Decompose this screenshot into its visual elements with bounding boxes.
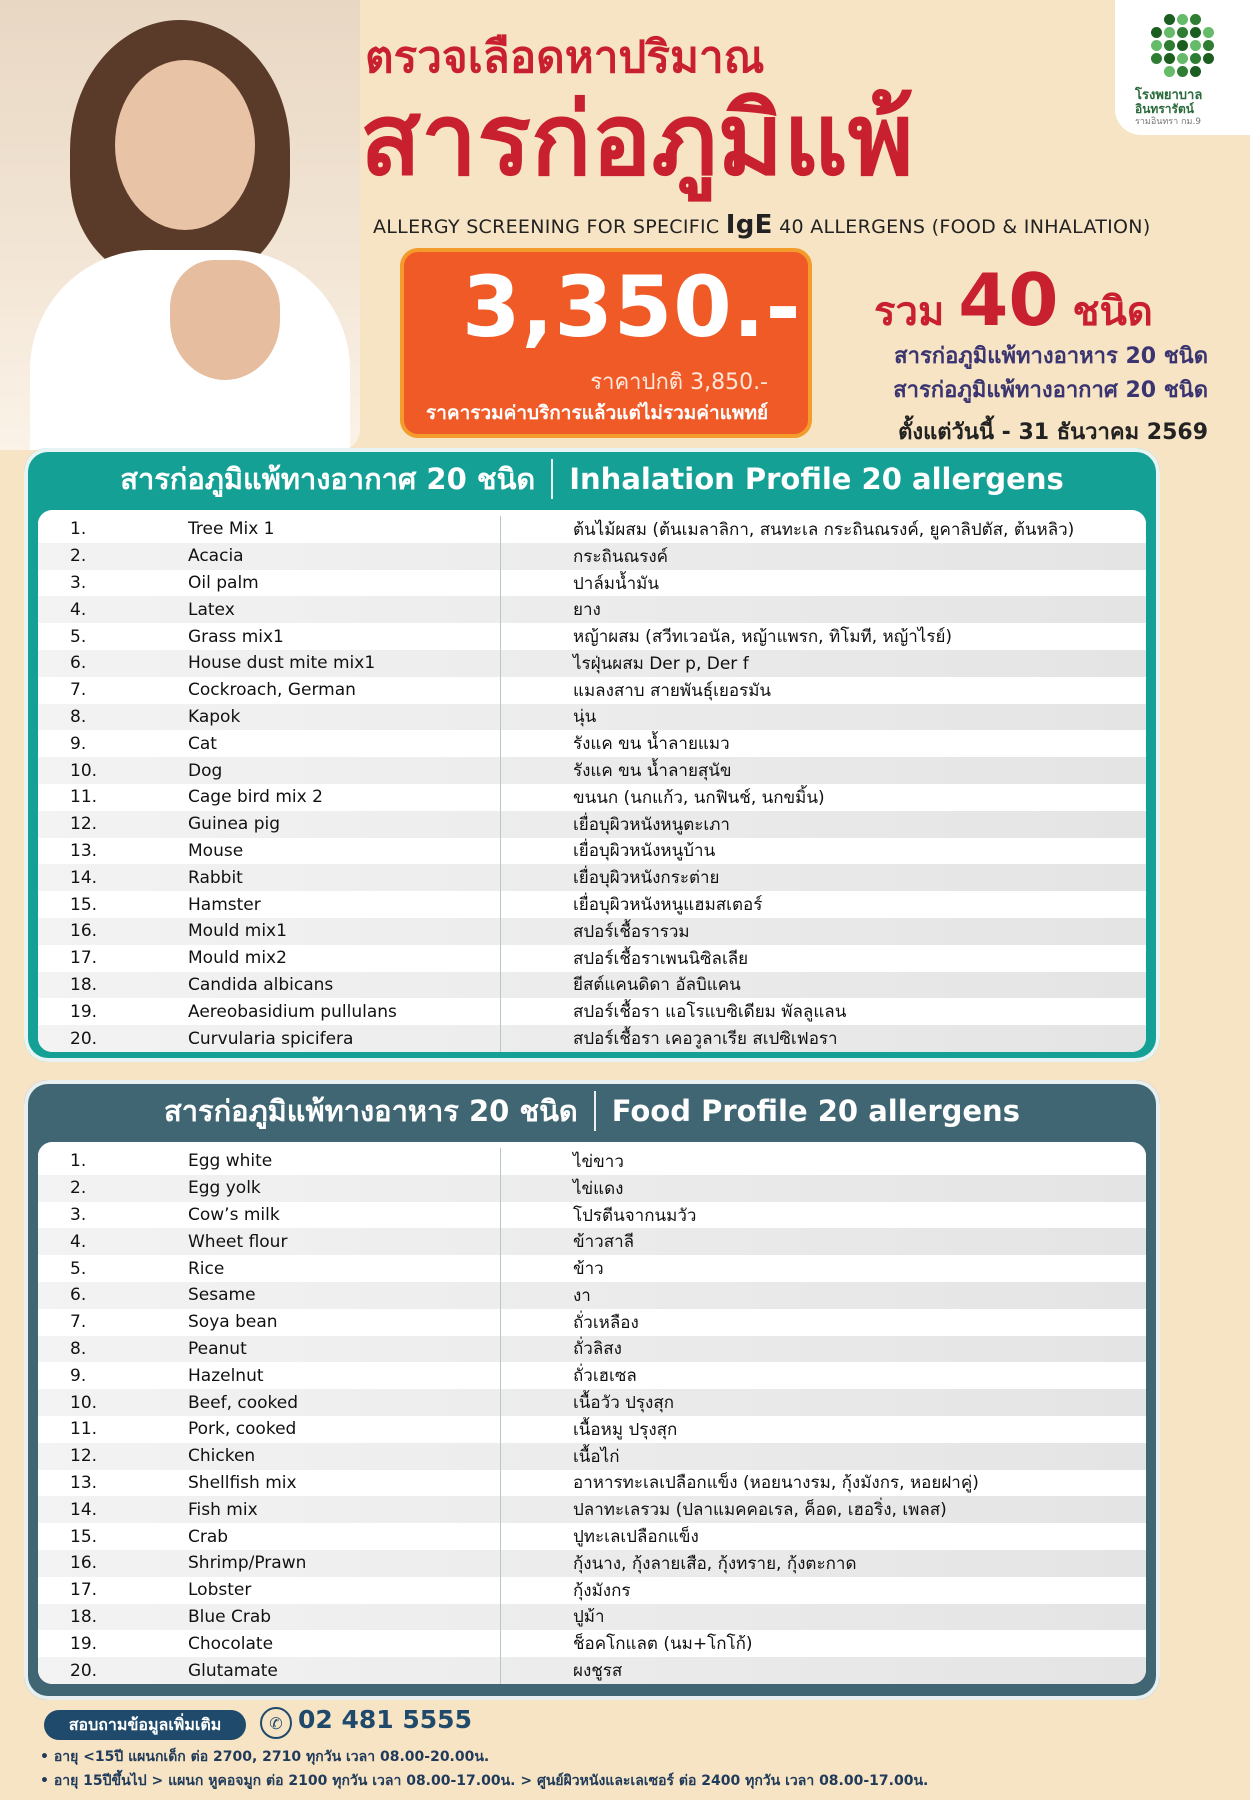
food-title-th: สารก่อภูมิแพ้ทางอาหาร 20 ชนิด	[164, 1094, 578, 1128]
table-row	[38, 1577, 1146, 1604]
row-number: 12.	[70, 814, 98, 835]
logo-dot	[1190, 40, 1201, 51]
table-row	[38, 1550, 1146, 1577]
table-row	[38, 945, 1146, 972]
table-row	[38, 784, 1146, 811]
row-allergen-en: Egg white	[118, 1148, 501, 1175]
row-number: 7.	[70, 680, 87, 701]
table-row	[38, 1389, 1146, 1416]
total-prefix: รวม	[874, 289, 959, 335]
row-allergen-th: โปรตีนจากนมวัว	[573, 1205, 697, 1226]
logo-dot	[1151, 40, 1162, 51]
row-allergen-en: Cockroach, German	[118, 677, 501, 704]
row-allergen-en: Mould mix1	[118, 918, 501, 945]
table-row	[38, 570, 1146, 597]
logo-dot	[1177, 66, 1188, 77]
inhalation-table	[38, 510, 1146, 1052]
price-regular: ราคาปกติ 3,850.-	[590, 370, 768, 395]
food-header	[38, 1080, 1146, 1142]
table-row	[38, 1255, 1146, 1282]
row-allergen-th: ยาง	[573, 600, 601, 621]
row-allergen-th: ไข่ขาว	[573, 1151, 624, 1172]
row-allergen-en: Chocolate	[118, 1630, 501, 1657]
table-row	[38, 677, 1146, 704]
food-count-line: สารก่อภูมิแพ้ทางอาหาร 20 ชนิด	[894, 344, 1208, 369]
row-allergen-en: Hazelnut	[118, 1362, 501, 1389]
table-row	[38, 1309, 1146, 1336]
row-number: 2.	[70, 546, 87, 567]
row-allergen-en: Pork, cooked	[118, 1416, 501, 1443]
subtitle	[373, 210, 1151, 240]
row-allergen-th: ไรฝุ่นผสม Der p, Der f	[573, 653, 749, 674]
table-row	[38, 623, 1146, 650]
row-allergen-en: Wheet flour	[118, 1228, 501, 1255]
table-row	[38, 1025, 1146, 1052]
row-allergen-en: Latex	[118, 596, 501, 623]
row-number: 8.	[70, 706, 87, 727]
row-allergen-en: Crab	[118, 1523, 501, 1550]
logo-name-line2: อินทรารัตน์	[1135, 102, 1194, 116]
row-allergen-en: Mould mix2	[118, 945, 501, 972]
row-number: 5.	[70, 1258, 87, 1279]
row-allergen-en: Fish mix	[118, 1496, 501, 1523]
table-row	[38, 1202, 1146, 1229]
row-allergen-en: Mouse	[118, 838, 501, 865]
row-allergen-en: Kapok	[118, 704, 501, 731]
row-number: 18.	[70, 1606, 98, 1627]
row-allergen-th: ถั่วเหลือง	[573, 1312, 639, 1333]
table-row	[38, 757, 1146, 784]
logo-dot	[1164, 53, 1175, 64]
table-row	[38, 891, 1146, 918]
row-allergen-th: เยื่อบุผิวหนังหนูตะเภา	[573, 814, 730, 835]
table-row	[38, 1630, 1146, 1657]
row-number: 4.	[70, 599, 87, 620]
row-number: 15.	[70, 894, 98, 915]
row-allergen-en: Shrimp/Prawn	[118, 1550, 501, 1577]
row-allergen-en: Shellfish mix	[118, 1470, 501, 1497]
row-allergen-th: เนื้อวัว ปรุงสุก	[573, 1393, 675, 1414]
row-allergen-th: เนื้อไก่	[573, 1446, 620, 1467]
logo-name-line1: โรงพยาบาล	[1135, 88, 1203, 103]
inhalation-header	[38, 448, 1146, 510]
logo-dots-icon	[1151, 14, 1215, 78]
row-number: 8.	[70, 1338, 87, 1359]
contact-label: สอบถามข้อมูลเพิ่มเติม	[44, 1710, 246, 1740]
price-note: ราคารวมค่าบริการแล้วแต่ไม่รวมค่าแพทย์	[426, 402, 769, 424]
logo-dot	[1164, 14, 1175, 25]
total-count	[874, 258, 1153, 343]
logo-dot	[1203, 53, 1214, 64]
row-allergen-en: Candida albicans	[118, 972, 501, 999]
table-row	[38, 1604, 1146, 1631]
row-number: 10.	[70, 760, 98, 781]
header-divider	[551, 459, 553, 499]
row-allergen-en: Cow’s milk	[118, 1202, 501, 1229]
header-divider	[594, 1091, 596, 1131]
row-allergen-th: เนื้อหมู ปรุงสุก	[573, 1419, 678, 1440]
table-row	[38, 1657, 1146, 1684]
row-number: 14.	[70, 867, 98, 888]
row-allergen-th: ยีสต์แคนดิดา อัลบิแคน	[573, 975, 741, 996]
row-allergen-en: Curvularia spicifera	[118, 1025, 501, 1052]
table-row	[38, 704, 1146, 731]
row-number: 20.	[70, 1660, 98, 1681]
row-allergen-th: เยื่อบุผิวหนังกระต่าย	[573, 868, 720, 889]
row-allergen-th: ถั่วเฮเซล	[573, 1366, 637, 1387]
table-row	[38, 811, 1146, 838]
row-number: 9.	[70, 733, 87, 754]
row-allergen-th: ข้าวสาลี	[573, 1232, 635, 1253]
row-allergen-th: ปูม้า	[573, 1607, 605, 1628]
table-row	[38, 1416, 1146, 1443]
table-row	[38, 650, 1146, 677]
total-suffix: ชนิด	[1058, 289, 1153, 335]
row-number: 18.	[70, 974, 98, 995]
row-number: 1.	[70, 519, 87, 540]
row-allergen-en: House dust mite mix1	[118, 650, 501, 677]
table-row	[38, 1282, 1146, 1309]
logo-dot	[1190, 53, 1201, 64]
row-allergen-en: Peanut	[118, 1336, 501, 1363]
row-number: 3.	[70, 1204, 87, 1225]
title-line2: สารก่อภูมิแพ้	[360, 81, 914, 198]
inhalation-title-th: สารก่อภูมิแพ้ทางอากาศ 20 ชนิด	[120, 462, 536, 496]
row-allergen-th: ขนนก (นกแก้ว, นกฟินช์, นกขมิ้น)	[573, 787, 825, 808]
logo-dot	[1190, 66, 1201, 77]
row-allergen-th: นุ่น	[573, 707, 597, 728]
row-allergen-en: Cat	[118, 730, 501, 757]
row-allergen-th: ปลาทะเลรวม (ปลาแมคคอเรล, ค็อด, เฮอริ่ง, เพลส)	[573, 1500, 947, 1521]
row-number: 19.	[70, 1001, 98, 1022]
row-allergen-en: Rabbit	[118, 864, 501, 891]
table-row	[38, 838, 1146, 865]
row-allergen-th: ปาล์มน้ำมัน	[573, 573, 659, 594]
food-title-en: Food Profile 20 allergens	[611, 1094, 1020, 1128]
hours-line-children: • อายุ <15ปี แผนกเด็ก ต่อ 2700, 2710 ทุกวัน เวลา 08.00-20.00น.	[40, 1749, 490, 1765]
food-section	[24, 1080, 1160, 1700]
row-allergen-th: รังแค ขน น้ำลายแมว	[573, 734, 730, 755]
price-amount: 3,350.-	[462, 258, 802, 356]
logo-dot	[1164, 27, 1175, 38]
row-number: 19.	[70, 1633, 98, 1654]
table-row	[38, 1523, 1146, 1550]
row-allergen-en: Lobster	[118, 1577, 501, 1604]
row-allergen-en: Rice	[118, 1255, 501, 1282]
subtitle-ige: IgE	[725, 210, 773, 240]
row-allergen-th: อาหารทะเลเปลือกแข็ง (หอยนางรม, กุ้งมังกร, หอยฝาคู่)	[573, 1473, 979, 1494]
subtitle-pre: ALLERGY SCREENING FOR SPECIFIC	[373, 216, 726, 238]
hospital-logo	[1115, 0, 1250, 135]
row-number: 17.	[70, 948, 98, 969]
table-row	[38, 730, 1146, 757]
row-number: 16.	[70, 1553, 98, 1574]
row-allergen-th: สปอร์เชื้อราเพนนิซิลเลีย	[573, 948, 749, 969]
hours-line-adults: • อายุ 15ปีขึ้นไป > แผนก หูคอจมูก ต่อ 2100 ทุกวัน เวลา 08.00-17.00น. > ศูนย์ผิวหนังและเลเซอร์ ต่อ 2400 ทุกวัน เวลา 08.00-17.00น.	[40, 1773, 929, 1789]
phone-icon: ✆	[260, 1707, 292, 1739]
promo-date: ตั้งแต่วันนี้ - 31 ธันวาคม 2569	[898, 420, 1208, 445]
hero-photo	[0, 0, 360, 450]
row-number: 13.	[70, 840, 98, 861]
row-allergen-en: Soya bean	[118, 1309, 501, 1336]
row-allergen-en: Guinea pig	[118, 811, 501, 838]
logo-dot	[1151, 53, 1162, 64]
row-allergen-th: ปูทะเลเปลือกแข็ง	[573, 1527, 699, 1548]
row-allergen-en: Grass mix1	[118, 623, 501, 650]
row-allergen-en: Cage bird mix 2	[118, 784, 501, 811]
row-number: 16.	[70, 921, 98, 942]
subtitle-post: 40 ALLERGENS (FOOD & INHALATION)	[772, 216, 1151, 238]
row-allergen-en: Oil palm	[118, 570, 501, 597]
table-row	[38, 1443, 1146, 1470]
table-row	[38, 1496, 1146, 1523]
row-allergen-th: กระถินณรงค์	[573, 546, 669, 567]
row-allergen-th: เยื่อบุผิวหนังหนูแฮมสเตอร์	[573, 895, 763, 916]
row-allergen-en: Dog	[118, 757, 501, 784]
row-allergen-en: Glutamate	[118, 1657, 501, 1684]
logo-dot	[1164, 66, 1175, 77]
row-allergen-en: Blue Crab	[118, 1604, 501, 1631]
table-row	[38, 1148, 1146, 1175]
row-number: 3.	[70, 572, 87, 593]
row-allergen-th: กุ้งนาง, กุ้งลายเสือ, กุ้งทราย, กุ้งตะกาด	[573, 1553, 857, 1574]
photo-face-shape	[115, 60, 255, 230]
row-number: 6.	[70, 653, 87, 674]
logo-dot	[1177, 27, 1188, 38]
table-row	[38, 998, 1146, 1025]
row-number: 4.	[70, 1231, 87, 1252]
inhalation-section	[24, 448, 1160, 1062]
table-row	[38, 1228, 1146, 1255]
title-line1: ตรวจเลือดหาปริมาณ	[365, 32, 765, 83]
row-allergen-en: Chicken	[118, 1443, 501, 1470]
row-allergen-th: แมลงสาบ สายพันธุ์เยอรมัน	[573, 680, 772, 701]
row-allergen-th: รังแค ขน น้ำลายสุนัข	[573, 761, 732, 782]
row-number: 11.	[70, 1419, 98, 1440]
row-allergen-en: Tree Mix 1	[118, 516, 501, 543]
logo-dot	[1190, 14, 1201, 25]
row-allergen-th: ไข่แดง	[573, 1178, 624, 1199]
table-row	[38, 543, 1146, 570]
row-number: 10.	[70, 1392, 98, 1413]
photo-hand-shape	[170, 260, 280, 380]
row-allergen-th: เยื่อบุผิวหนังหนูบ้าน	[573, 841, 716, 862]
row-allergen-en: Acacia	[118, 543, 501, 570]
logo-dot	[1164, 40, 1175, 51]
food-table	[38, 1142, 1146, 1684]
price-box	[400, 248, 812, 438]
row-number: 7.	[70, 1312, 87, 1333]
row-number: 9.	[70, 1365, 87, 1386]
inhalation-title-en: Inhalation Profile 20 allergens	[569, 462, 1064, 496]
logo-dot	[1151, 27, 1162, 38]
table-row	[38, 918, 1146, 945]
row-allergen-th: กุ้งมังกร	[573, 1580, 631, 1601]
row-allergen-en: Hamster	[118, 891, 501, 918]
row-allergen-en: Egg yolk	[118, 1175, 501, 1202]
inhalation-count-line: สารก่อภูมิแพ้ทางอากาศ 20 ชนิด	[893, 378, 1208, 403]
phone-number[interactable]: 02 481 5555	[298, 1705, 472, 1734]
table-row	[38, 1175, 1146, 1202]
row-number: 17.	[70, 1580, 98, 1601]
logo-dot	[1177, 14, 1188, 25]
row-number: 12.	[70, 1446, 98, 1467]
row-allergen-th: สปอร์เชื้อรา แอโรแบซิเดียม พัลลูแลน	[573, 1002, 847, 1023]
table-row	[38, 864, 1146, 891]
logo-dot	[1177, 40, 1188, 51]
row-allergen-th: ผงชูรส	[573, 1661, 623, 1682]
logo-dot	[1203, 27, 1214, 38]
row-number: 15.	[70, 1526, 98, 1547]
table-row	[38, 516, 1146, 543]
row-allergen-th: สปอร์เชื้อรา เคอวูลาเรีย สเปซิเฟอรา	[573, 1029, 838, 1050]
logo-dot	[1190, 27, 1201, 38]
logo-name-line3: รามอินทรา กม.9	[1135, 117, 1202, 127]
row-number: 2.	[70, 1178, 87, 1199]
row-allergen-th: ข้าว	[573, 1259, 604, 1280]
row-number: 11.	[70, 787, 98, 808]
row-number: 6.	[70, 1285, 87, 1306]
row-allergen-th: ช็อคโกแลต (นม+โกโก้)	[573, 1634, 753, 1655]
logo-dot	[1203, 40, 1214, 51]
row-allergen-th: สปอร์เชื้อรารวม	[573, 921, 690, 942]
row-allergen-th: งา	[573, 1285, 591, 1306]
table-row	[38, 596, 1146, 623]
row-allergen-en: Sesame	[118, 1282, 501, 1309]
table-row	[38, 1470, 1146, 1497]
table-row	[38, 972, 1146, 999]
row-number: 1.	[70, 1151, 87, 1172]
row-allergen-th: ถั่วลิสง	[573, 1339, 622, 1360]
logo-dot	[1177, 53, 1188, 64]
row-allergen-th: หญ้าผสม (สวีทเวอนัล, หญ้าแพรก, ทิโมที, หญ้าไรย์)	[573, 627, 953, 648]
table-row	[38, 1336, 1146, 1363]
row-number: 20.	[70, 1028, 98, 1049]
row-number: 13.	[70, 1472, 98, 1493]
total-number: 40	[958, 258, 1059, 342]
row-number: 5.	[70, 626, 87, 647]
row-allergen-en: Beef, cooked	[118, 1389, 501, 1416]
row-allergen-en: Aereobasidium pullulans	[118, 998, 501, 1025]
table-row	[38, 1362, 1146, 1389]
row-number: 14.	[70, 1499, 98, 1520]
row-allergen-th: ต้นไม้ผสม (ต้นเมลาลิกา, สนทะเล กระถินณรงค์, ยูคาลิปตัส, ต้นหลิว)	[573, 519, 1075, 540]
